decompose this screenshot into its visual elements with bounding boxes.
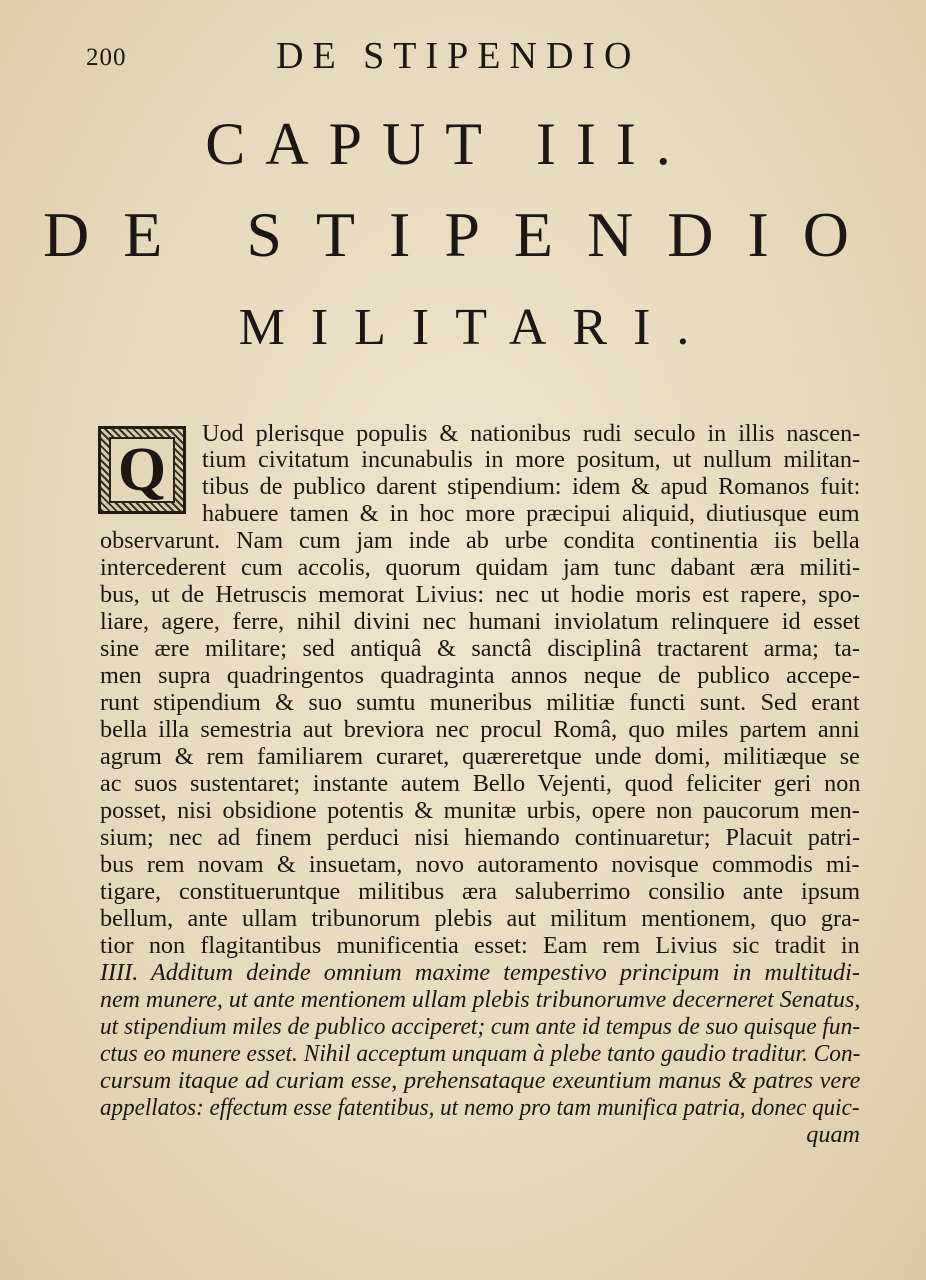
text-line: tibus de publico darent stipendium: idem & apud Romanos fuit: (202, 473, 861, 500)
running-head (86, 34, 686, 84)
text-line: IIII. Additum deinde omnium maxime tempestivo principum in multitudi- (100, 959, 860, 986)
text-line: habuere tamen & in hoc more præcipui aliquid, diutiusque eum (202, 500, 860, 527)
text-line: bus, ut de Hetruscis memorat Livius: nec ut hodie moris est rapere, spo- (100, 581, 860, 608)
chapter-title-line-2: MILITARI. (238, 299, 716, 356)
text-line: ac suos sustentaret; instante autem Bello Vejenti, quod feliciter geri non (100, 770, 861, 797)
text-line: posset, nisi obsidione potentis & munitæ urbis, opere non paucorum men- (100, 797, 860, 824)
text-line: appellatos: effectum esse fatentibus, ut nemo pro tam munifica patria, donec quic- (100, 1094, 860, 1121)
text-line: bella illa semestria aut breviora nec procul Româ, quo miles partem anni (100, 716, 860, 743)
ornamental-initial-frame (109, 437, 175, 503)
text-line: sium; nec ad finem perduci nisi hiemando continuaretur; Placuit patri- (100, 824, 861, 851)
text-line: agrum & rem familiarem curaret, quæreretque unde domi, militiæque se (100, 743, 860, 770)
initial-letter: Q (117, 436, 167, 504)
text-line: nem munere, ut ante mentionem ullam plebis tribunorumve decerneret Senatus, (100, 986, 861, 1013)
text-line: sine ære militare; sed antiquâ & sanctâ disciplinâ tractarent arma; ta- (100, 635, 860, 662)
text-line: runt stipendium & suo sumtu muneribus militiæ functi sunt. Sed erant (100, 689, 860, 716)
text-line: ctus eo munere esset. Nihil acceptum unquam à plebe tanto gaudio traditur. Con- (100, 1040, 861, 1067)
ornamental-initial (98, 426, 186, 514)
text-line: observarunt. Nam cum jam inde ab urbe condita continentia iis bella (100, 527, 860, 554)
text-line: bellum, ante ullam tribunorum plebis aut militum mentionem, quo gra- (100, 905, 860, 932)
text-line: intercederent cum accolis, quorum quidam jam tunc dabant æra militi- (100, 554, 861, 581)
text-line: ut stipendium miles de publico acciperet; cum ante id tempus de suo quisque fun- (100, 1013, 861, 1040)
text-line: bus rem novam & insuetam, novo autoramento novisque commodis mi- (100, 851, 860, 878)
catchword: quam (806, 1121, 860, 1148)
text-line: Uod plerisque populis & nationibus rudi seculo in illis nascen- (202, 420, 861, 447)
text-line: tior non flagitantibus munificentia esset: Eam rem Livius sic tradit in (100, 932, 860, 959)
text-line: tigare, constitueruntque militibus æra saluberrimo consilio ante ipsum (100, 878, 861, 905)
page-number: 200 (86, 44, 127, 71)
chapter-heading (0, 110, 926, 356)
chapter-title-line-1: DE STIPENDIO (43, 199, 883, 270)
text-line: liare, agere, ferre, nihil divini nec humani inviolatum relinquere id esset (100, 608, 861, 635)
text-line: tium civitatum incunabulis in more positum, ut nullum militan- (202, 446, 861, 473)
chapter-number: CAPUT III. (205, 111, 691, 177)
text-line: men supra quadringentos quadraginta annos neque de publico accepe- (100, 662, 861, 689)
text-line: cursum itaque ad curiam esse, prehensataque exeuntium manus & patres vere (100, 1067, 861, 1094)
running-title: DE STIPENDIO (276, 35, 641, 77)
